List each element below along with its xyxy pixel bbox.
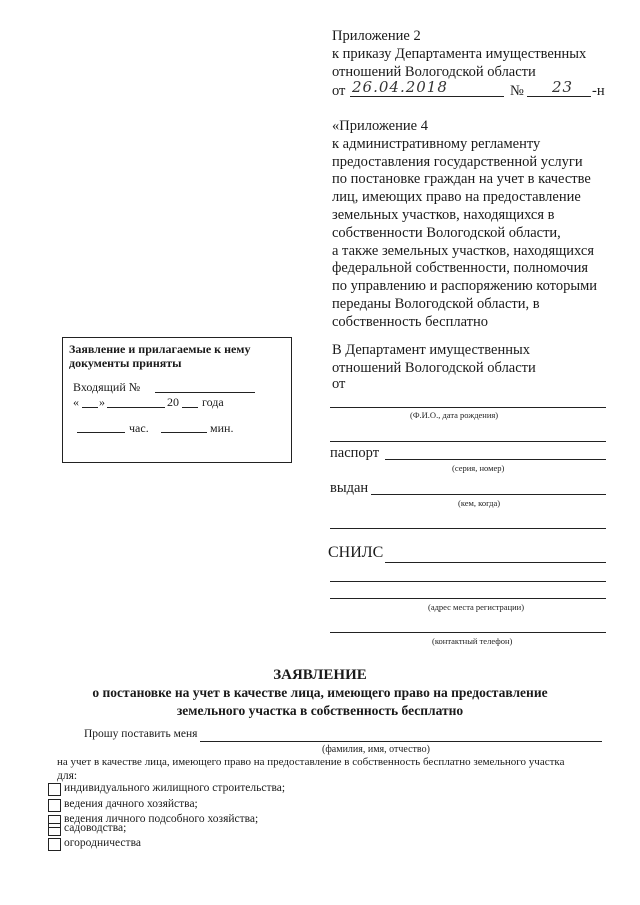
hours-label: час. <box>129 421 149 435</box>
issued-field[interactable] <box>371 494 606 495</box>
snils-field[interactable] <box>385 562 606 563</box>
issued-field-continued[interactable] <box>330 528 606 529</box>
order-number-handwritten: 23 <box>552 78 574 96</box>
option-checkbox[interactable] <box>48 783 61 796</box>
statement-subtitle-line1: о постановке на учет в качестве лица, имеющего право на предоставление <box>92 685 548 700</box>
order-number-suffix: -н <box>592 83 605 99</box>
passport-caption: (серия, номер) <box>452 463 505 473</box>
year-suffix: года <box>202 395 224 409</box>
year-prefix: 20 <box>167 395 179 409</box>
minutes-field[interactable] <box>161 432 207 433</box>
option-label: садоводства; <box>64 822 127 834</box>
option-label: огородничества <box>64 837 141 849</box>
incoming-number-label: Входящий № <box>73 380 141 394</box>
incoming-number-field[interactable] <box>155 392 255 393</box>
issued-caption: (кем, когда) <box>458 498 501 508</box>
date-quote-open: « <box>73 395 79 409</box>
regulation-line: к административному регламенту <box>332 135 541 152</box>
phone-caption: (контактный телефон) <box>432 636 513 646</box>
addressee-line2: отношений Вологодской области <box>332 360 536 376</box>
receipt-title-line1: Заявление и прилагаемые к нему <box>69 342 251 356</box>
hours-field[interactable] <box>77 432 125 433</box>
regulation-line: по управлению и распоряжению которыми <box>332 278 598 295</box>
order-date-handwritten: 26.04.2018 <box>352 78 448 96</box>
passport-field[interactable] <box>385 459 606 460</box>
passport-label: паспорт <box>330 445 380 461</box>
regulation-line: лиц, имеющих право на предоставление <box>332 189 581 206</box>
snils-label: СНИЛС <box>328 544 384 561</box>
purpose-line1: на учет в качестве лица, имеющего право на предоставление в собственность бесплатно земельного участка <box>57 756 565 768</box>
regulation-line: а также земельных участков, находящихся <box>332 242 594 259</box>
fio-field-continued[interactable] <box>330 441 606 442</box>
statement-title: ЗАЯВЛЕНИЕ <box>273 667 367 683</box>
option-label: ведения личного подсобного хозяйства; <box>64 813 259 825</box>
order-reference-line1: к приказу Департамента имущественных <box>332 46 587 62</box>
option-label: ведения дачного хозяйства; <box>64 798 198 810</box>
address-field[interactable] <box>330 581 606 582</box>
date-quote-close: » <box>99 395 105 409</box>
regulation-line: «Приложение 4 <box>332 118 428 134</box>
issued-label: выдан <box>330 480 369 496</box>
option-label: индивидуального жилищного строительства; <box>64 782 286 794</box>
fio-caption: (Ф.И.О., дата рождения) <box>410 410 499 420</box>
regulation-line: земельных участков, находящихся в <box>332 206 555 223</box>
applicant-name-caption: (фамилия, имя, отчество) <box>322 744 430 755</box>
option-checkbox[interactable] <box>48 799 61 812</box>
receipt-title-line2: документы приняты <box>69 356 182 370</box>
applicant-name-field[interactable] <box>200 741 602 742</box>
regulation-line: по постановке граждан на учет в качестве <box>332 171 591 188</box>
order-number-prefix: № <box>510 83 524 99</box>
minutes-label: мин. <box>210 421 234 435</box>
year-field[interactable] <box>182 407 198 408</box>
addressee-line1: В Департамент имущественных <box>332 342 530 358</box>
order-date-line <box>350 96 504 97</box>
receipt-box <box>62 337 292 463</box>
phone-field[interactable] <box>330 632 606 633</box>
regulation-block <box>332 118 597 332</box>
regulation-line: предоставления государственной услуги <box>332 153 583 170</box>
address-field-continued[interactable] <box>330 598 606 599</box>
day-field[interactable] <box>82 407 98 408</box>
address-caption: (адрес места регистрации) <box>428 602 525 612</box>
appendix-title: Приложение 2 <box>332 28 421 44</box>
option-checkbox[interactable] <box>48 838 61 851</box>
fio-field[interactable] <box>330 407 606 408</box>
from-label: от <box>332 376 346 392</box>
regulation-line: собственность бесплатно <box>332 313 488 330</box>
regulation-line: федеральной собственности, полномочия <box>332 260 589 277</box>
order-reference-line2: отношений Вологодской области <box>332 64 536 80</box>
regulation-line: переданы Вологодской области, в <box>332 295 540 312</box>
statement-subtitle-line2: земельного участка в собственность бесплатно <box>176 703 464 718</box>
request-label: Прошу поставить меня <box>84 728 198 740</box>
option-checkbox[interactable] <box>48 823 61 836</box>
order-date-prefix: от <box>332 83 346 99</box>
purpose-line2: для: <box>57 770 78 782</box>
regulation-line: собственности Вологодской области, <box>332 224 561 241</box>
order-number-line <box>527 96 591 97</box>
month-field[interactable] <box>107 407 165 408</box>
